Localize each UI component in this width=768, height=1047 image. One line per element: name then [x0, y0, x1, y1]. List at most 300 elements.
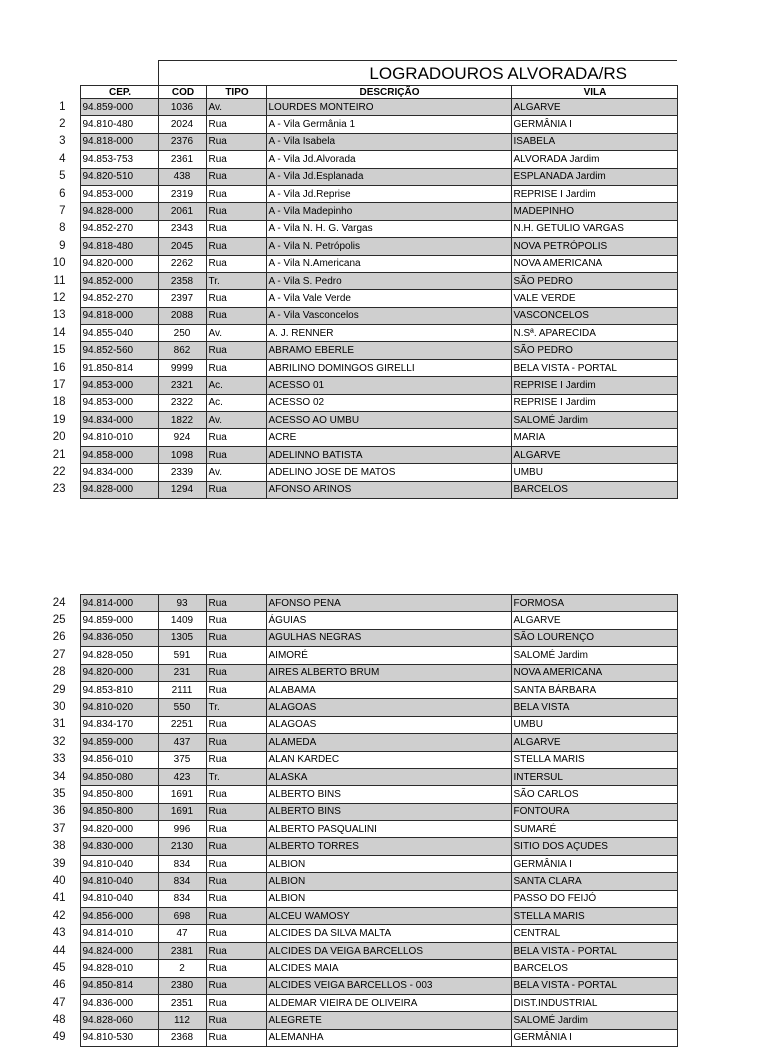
- descricao-cell: ALASKA: [266, 768, 511, 785]
- descricao-cell: ALEGRETE: [266, 1012, 511, 1029]
- table-row: [0, 664, 677, 681]
- cep-cell: 94.810-040: [80, 890, 158, 907]
- row-number: 41: [52, 892, 66, 905]
- table-row: [0, 238, 677, 255]
- descricao-cell: ACESSO AO UMBU: [266, 412, 511, 429]
- table-row: [0, 751, 677, 768]
- table-row: [0, 272, 677, 289]
- tipo-cell: Rua: [206, 481, 266, 498]
- cod-cell: 2361: [158, 151, 206, 168]
- tipo-cell: Rua: [206, 446, 266, 463]
- table-row: [0, 612, 677, 629]
- header-cod: COD: [158, 86, 206, 99]
- row-number: 28: [52, 666, 66, 679]
- table-row: [0, 838, 677, 855]
- cep-cell: 94.859-000: [80, 734, 158, 751]
- cep-cell: 94.810-010: [80, 429, 158, 446]
- cod-cell: 2368: [158, 1029, 206, 1046]
- tipo-cell: Rua: [206, 116, 266, 133]
- table-row: [0, 342, 677, 359]
- cod-cell: 423: [158, 768, 206, 785]
- table-row: [0, 873, 677, 890]
- tipo-cell: Rua: [206, 429, 266, 446]
- descricao-cell: A - Vila Jd.Esplanada: [266, 168, 511, 185]
- row-number: 40: [52, 874, 66, 887]
- row-number: 49: [52, 1031, 66, 1044]
- header-vila: VILA: [511, 86, 677, 99]
- vila-cell: ISABELA: [511, 133, 677, 150]
- cep-cell: 94.830-000: [80, 838, 158, 855]
- cod-cell: 93: [158, 595, 206, 612]
- logradouros-table-1: [0, 60, 678, 499]
- row-number: 20: [52, 431, 66, 444]
- vila-cell: STELLA MARIS: [511, 751, 677, 768]
- table-row: [0, 377, 677, 394]
- cod-cell: 2251: [158, 716, 206, 733]
- table-row: [0, 151, 677, 168]
- cep-cell: 94.859-000: [80, 612, 158, 629]
- cod-cell: 2319: [158, 185, 206, 202]
- row-number: 13: [52, 309, 66, 322]
- row-number: 7: [59, 205, 66, 218]
- table-row: [0, 821, 677, 838]
- cod-cell: 438: [158, 168, 206, 185]
- tipo-cell: Rua: [206, 612, 266, 629]
- row-number: 23: [52, 483, 66, 496]
- table-row: [0, 768, 677, 785]
- table-row: [0, 394, 677, 411]
- cod-cell: 2111: [158, 681, 206, 698]
- descricao-cell: AIMORÉ: [266, 647, 511, 664]
- cod-cell: 250: [158, 325, 206, 342]
- vila-cell: BARCELOS: [511, 481, 677, 498]
- table-row: [0, 647, 677, 664]
- descricao-cell: ALAMEDA: [266, 734, 511, 751]
- cep-cell: 94.836-000: [80, 994, 158, 1011]
- vila-cell: REPRISE I Jardim: [511, 185, 677, 202]
- descricao-cell: AFONSO ARINOS: [266, 481, 511, 498]
- tipo-cell: Rua: [206, 220, 266, 237]
- cod-cell: 2351: [158, 994, 206, 1011]
- vila-cell: SÃO PEDRO: [511, 342, 677, 359]
- table-row: [0, 786, 677, 803]
- cod-cell: 2339: [158, 464, 206, 481]
- vila-cell: ALGARVE: [511, 734, 677, 751]
- cep-cell: 94.818-000: [80, 307, 158, 324]
- table-row: [0, 203, 677, 220]
- row-number: 38: [52, 840, 66, 853]
- tipo-cell: Rua: [206, 307, 266, 324]
- header-cep: CEP.: [80, 86, 158, 99]
- descricao-cell: ALAGOAS: [266, 699, 511, 716]
- vila-cell: VALE VERDE: [511, 290, 677, 307]
- header-tipo: TIPO: [206, 86, 266, 99]
- vila-cell: FONTOURA: [511, 803, 677, 820]
- header-row: [0, 86, 677, 99]
- tipo-cell: Rua: [206, 994, 266, 1011]
- cep-cell: 91.850-814: [80, 359, 158, 376]
- cod-cell: 2045: [158, 238, 206, 255]
- row-number: 9: [59, 239, 66, 252]
- tipo-cell: Rua: [206, 751, 266, 768]
- cep-cell: 94.828-060: [80, 1012, 158, 1029]
- vila-cell: DIST.INDUSTRIAL: [511, 994, 677, 1011]
- tipo-cell: Rua: [206, 873, 266, 890]
- tipo-cell: Av.: [206, 325, 266, 342]
- vila-cell: SANTA BÁRBARA: [511, 681, 677, 698]
- row-number: 31: [52, 718, 66, 731]
- vila-cell: UMBU: [511, 716, 677, 733]
- table-row: [0, 481, 677, 498]
- tipo-cell: Rua: [206, 647, 266, 664]
- tipo-cell: Rua: [206, 168, 266, 185]
- row-number: 6: [59, 187, 66, 200]
- table-row: [0, 1029, 677, 1046]
- vila-cell: SÃO PEDRO: [511, 272, 677, 289]
- cep-cell: 94.828-000: [80, 481, 158, 498]
- row-number: 24: [52, 596, 66, 609]
- row-number: 3: [59, 135, 66, 148]
- descricao-cell: ALCEU WAMOSY: [266, 908, 511, 925]
- descricao-cell: A - Vila N.Americana: [266, 255, 511, 272]
- descricao-cell: ABRILINO DOMINGOS GIRELLI: [266, 359, 511, 376]
- descricao-cell: A - Vila Vale Verde: [266, 290, 511, 307]
- row-number: 34: [52, 770, 66, 783]
- tipo-cell: Rua: [206, 290, 266, 307]
- tipo-cell: Rua: [206, 342, 266, 359]
- cod-cell: 1691: [158, 803, 206, 820]
- cod-cell: 2: [158, 960, 206, 977]
- row-number: 5: [59, 170, 66, 183]
- cod-cell: 2380: [158, 977, 206, 994]
- descricao-cell: ALAN KARDEC: [266, 751, 511, 768]
- descricao-cell: ALBERTO PASQUALINI: [266, 821, 511, 838]
- table-row: [0, 699, 677, 716]
- row-number: 29: [52, 683, 66, 696]
- cep-cell: 94.856-000: [80, 908, 158, 925]
- cep-cell: 94.852-000: [80, 272, 158, 289]
- descricao-cell: ALCIDES DA SILVA MALTA: [266, 925, 511, 942]
- table-row: [0, 803, 677, 820]
- descricao-cell: ADELINNO BATISTA: [266, 446, 511, 463]
- cod-cell: 996: [158, 821, 206, 838]
- table-row: [0, 133, 677, 150]
- tipo-cell: Rua: [206, 203, 266, 220]
- row-number: 4: [59, 152, 66, 165]
- cep-cell: 94.855-040: [80, 325, 158, 342]
- table-row: [0, 716, 677, 733]
- descricao-cell: A - Vila N. H. G. Vargas: [266, 220, 511, 237]
- row-number: 43: [52, 927, 66, 940]
- vila-cell: BELA VISTA - PORTAL: [511, 359, 677, 376]
- descricao-cell: ALBION: [266, 855, 511, 872]
- row-number: 39: [52, 857, 66, 870]
- logradouros-table-2: [0, 594, 678, 1047]
- table-row: [0, 185, 677, 202]
- vila-cell: STELLA MARIS: [511, 908, 677, 925]
- row-number: 33: [52, 753, 66, 766]
- cep-cell: 94.820-510: [80, 168, 158, 185]
- table-row: [0, 960, 677, 977]
- table-row: [0, 220, 677, 237]
- cep-cell: 94.852-270: [80, 220, 158, 237]
- cod-cell: 2130: [158, 838, 206, 855]
- table-row: [0, 629, 677, 646]
- row-number: 48: [52, 1014, 66, 1027]
- row-number: 45: [52, 961, 66, 974]
- tipo-cell: Av.: [206, 99, 266, 116]
- row-number: 36: [52, 805, 66, 818]
- descricao-cell: ALCIDES MAIA: [266, 960, 511, 977]
- cod-cell: 1294: [158, 481, 206, 498]
- cod-cell: 375: [158, 751, 206, 768]
- cep-cell: 94.852-270: [80, 290, 158, 307]
- vila-cell: SUMARÉ: [511, 821, 677, 838]
- tipo-cell: Rua: [206, 1029, 266, 1046]
- tipo-cell: Tr.: [206, 272, 266, 289]
- descricao-cell: A - Vila Jd.Reprise: [266, 185, 511, 202]
- row-number: 2: [59, 118, 66, 131]
- table-row: [0, 307, 677, 324]
- tipo-cell: Av.: [206, 412, 266, 429]
- cep-cell: 94.810-020: [80, 699, 158, 716]
- cep-cell: 94.820-000: [80, 255, 158, 272]
- tipo-cell: Av.: [206, 464, 266, 481]
- tipo-cell: Rua: [206, 151, 266, 168]
- row-number: 18: [52, 396, 66, 409]
- tipo-cell: Rua: [206, 681, 266, 698]
- vila-cell: VASCONCELOS: [511, 307, 677, 324]
- descricao-cell: ALCIDES DA VEIGA BARCELLOS: [266, 942, 511, 959]
- descricao-cell: ACESSO 01: [266, 377, 511, 394]
- descricao-cell: ALAGOAS: [266, 716, 511, 733]
- row-number: 21: [52, 448, 66, 461]
- row-number: 46: [52, 979, 66, 992]
- cep-cell: 94.850-800: [80, 786, 158, 803]
- tipo-cell: Rua: [206, 890, 266, 907]
- cep-cell: 94.810-040: [80, 873, 158, 890]
- cep-cell: 94.852-560: [80, 342, 158, 359]
- cod-cell: 1305: [158, 629, 206, 646]
- vila-cell: NOVA AMERICANA: [511, 255, 677, 272]
- vila-cell: BELA VISTA - PORTAL: [511, 942, 677, 959]
- vila-cell: GERMÂNIA I: [511, 855, 677, 872]
- row-number: 12: [52, 291, 66, 304]
- tipo-cell: Rua: [206, 803, 266, 820]
- descricao-cell: LOURDES MONTEIRO: [266, 99, 511, 116]
- row-number: 37: [52, 822, 66, 835]
- vila-cell: SÃO LOURENÇO: [511, 629, 677, 646]
- cod-cell: 1409: [158, 612, 206, 629]
- descricao-cell: ALEMANHA: [266, 1029, 511, 1046]
- vila-cell: ALGARVE: [511, 99, 677, 116]
- row-number: 8: [59, 222, 66, 235]
- cod-cell: 112: [158, 1012, 206, 1029]
- cod-cell: 2343: [158, 220, 206, 237]
- cod-cell: 862: [158, 342, 206, 359]
- cod-cell: 834: [158, 855, 206, 872]
- descricao-cell: ALBERTO BINS: [266, 803, 511, 820]
- table-row: [0, 942, 677, 959]
- cep-cell: 94.810-530: [80, 1029, 158, 1046]
- cod-cell: 2397: [158, 290, 206, 307]
- table-row: [0, 595, 677, 612]
- cod-cell: 2061: [158, 203, 206, 220]
- descricao-cell: AFONSO PENA: [266, 595, 511, 612]
- row-number: 25: [52, 614, 66, 627]
- cod-cell: 47: [158, 925, 206, 942]
- cep-cell: 94.853-000: [80, 394, 158, 411]
- tipo-cell: Rua: [206, 977, 266, 994]
- vila-cell: SÃO CARLOS: [511, 786, 677, 803]
- tipo-cell: Rua: [206, 942, 266, 959]
- tipo-cell: Rua: [206, 925, 266, 942]
- vila-cell: BELA VISTA: [511, 699, 677, 716]
- row-number: 1: [59, 100, 66, 113]
- table-row: [0, 168, 677, 185]
- descricao-cell: ALBION: [266, 873, 511, 890]
- vila-cell: REPRISE I Jardim: [511, 377, 677, 394]
- row-number: 26: [52, 631, 66, 644]
- cep-cell: 94.858-000: [80, 446, 158, 463]
- cep-cell: 94.818-480: [80, 238, 158, 255]
- cep-cell: 94.820-000: [80, 664, 158, 681]
- descricao-cell: ABRAMO EBERLE: [266, 342, 511, 359]
- row-number: 35: [52, 787, 66, 800]
- tipo-cell: Rua: [206, 255, 266, 272]
- vila-cell: FORMOSA: [511, 595, 677, 612]
- cep-cell: 94.828-000: [80, 203, 158, 220]
- cod-cell: 2088: [158, 307, 206, 324]
- vila-cell: GERMÂNIA I: [511, 116, 677, 133]
- table-row: [0, 925, 677, 942]
- table-row: [0, 446, 677, 463]
- cep-cell: 94.850-080: [80, 768, 158, 785]
- cod-cell: 2322: [158, 394, 206, 411]
- vila-cell: ALGARVE: [511, 612, 677, 629]
- table-row: [0, 464, 677, 481]
- row-number: 17: [52, 378, 66, 391]
- cod-cell: 2358: [158, 272, 206, 289]
- cep-cell: 94.850-814: [80, 977, 158, 994]
- descricao-cell: ALBION: [266, 890, 511, 907]
- row-number: 19: [52, 413, 66, 426]
- cod-cell: 231: [158, 664, 206, 681]
- descricao-cell: ACESSO 02: [266, 394, 511, 411]
- table-row: [0, 429, 677, 446]
- table-row: [0, 325, 677, 342]
- table-row: [0, 681, 677, 698]
- cep-cell: 94.828-010: [80, 960, 158, 977]
- table-row: [0, 116, 677, 133]
- row-number: 32: [52, 735, 66, 748]
- cep-cell: 94.814-010: [80, 925, 158, 942]
- row-number: 27: [52, 648, 66, 661]
- table-block-1: [0, 60, 678, 499]
- cod-cell: 834: [158, 890, 206, 907]
- table-row: [0, 290, 677, 307]
- cep-cell: 94.814-000: [80, 595, 158, 612]
- table-row: [0, 1012, 677, 1029]
- row-number: 47: [52, 996, 66, 1009]
- tipo-cell: Rua: [206, 595, 266, 612]
- descricao-cell: A - Vila N. Petrópolis: [266, 238, 511, 255]
- tipo-cell: Ac.: [206, 394, 266, 411]
- table-row: [0, 994, 677, 1011]
- tipo-cell: Rua: [206, 664, 266, 681]
- vila-cell: MARIA: [511, 429, 677, 446]
- cod-cell: 2381: [158, 942, 206, 959]
- cod-cell: 2262: [158, 255, 206, 272]
- cep-cell: 94.853-000: [80, 185, 158, 202]
- vila-cell: SITIO DOS AÇUDES: [511, 838, 677, 855]
- descricao-cell: ACRE: [266, 429, 511, 446]
- tipo-cell: Rua: [206, 734, 266, 751]
- vila-cell: NOVA PETRÓPOLIS: [511, 238, 677, 255]
- cod-cell: 1098: [158, 446, 206, 463]
- descricao-cell: A - Vila Jd.Alvorada: [266, 151, 511, 168]
- cod-cell: 1036: [158, 99, 206, 116]
- tipo-cell: Rua: [206, 908, 266, 925]
- vila-cell: SALOMÉ Jardim: [511, 412, 677, 429]
- header-descricao: DESCRIÇÃO: [266, 86, 511, 99]
- tipo-cell: Rua: [206, 786, 266, 803]
- descricao-cell: ÁGUIAS: [266, 612, 511, 629]
- cep-cell: 94.810-040: [80, 855, 158, 872]
- tipo-cell: Rua: [206, 133, 266, 150]
- tipo-cell: Rua: [206, 821, 266, 838]
- descricao-cell: A - Vila Vasconcelos: [266, 307, 511, 324]
- vila-cell: ALVORADA Jardim: [511, 151, 677, 168]
- vila-cell: PASSO DO FEIJÓ: [511, 890, 677, 907]
- vila-cell: NOVA AMERICANA: [511, 664, 677, 681]
- vila-cell: N.Sª. APARECIDA: [511, 325, 677, 342]
- cod-cell: 437: [158, 734, 206, 751]
- vila-cell: ALGARVE: [511, 446, 677, 463]
- tipo-cell: Rua: [206, 960, 266, 977]
- tipo-cell: Ac.: [206, 377, 266, 394]
- cod-cell: 834: [158, 873, 206, 890]
- row-number: 15: [52, 344, 66, 357]
- cep-cell: 94.820-000: [80, 821, 158, 838]
- cod-cell: 2024: [158, 116, 206, 133]
- cep-cell: 94.818-000: [80, 133, 158, 150]
- cep-cell: 94.853-810: [80, 681, 158, 698]
- cep-cell: 94.856-010: [80, 751, 158, 768]
- row-number: 22: [52, 465, 66, 478]
- vila-cell: N.H. GETULIO VARGAS: [511, 220, 677, 237]
- vila-cell: ESPLANADA Jardim: [511, 168, 677, 185]
- cep-cell: 94.836-050: [80, 629, 158, 646]
- cod-cell: 550: [158, 699, 206, 716]
- tipo-cell: Rua: [206, 238, 266, 255]
- descricao-cell: ALBERTO BINS: [266, 786, 511, 803]
- table-row: [0, 855, 677, 872]
- descricao-cell: A - Vila S. Pedro: [266, 272, 511, 289]
- descricao-cell: ADELINO JOSE DE MATOS: [266, 464, 511, 481]
- cep-cell: 94.834-170: [80, 716, 158, 733]
- cod-cell: 2376: [158, 133, 206, 150]
- tipo-cell: Rua: [206, 716, 266, 733]
- row-number: 30: [52, 701, 66, 714]
- tipo-cell: Rua: [206, 838, 266, 855]
- cod-cell: 2321: [158, 377, 206, 394]
- table-row: [0, 908, 677, 925]
- cod-cell: 9999: [158, 359, 206, 376]
- cep-cell: 94.824-000: [80, 942, 158, 959]
- cod-cell: 1691: [158, 786, 206, 803]
- vila-cell: INTERSUL: [511, 768, 677, 785]
